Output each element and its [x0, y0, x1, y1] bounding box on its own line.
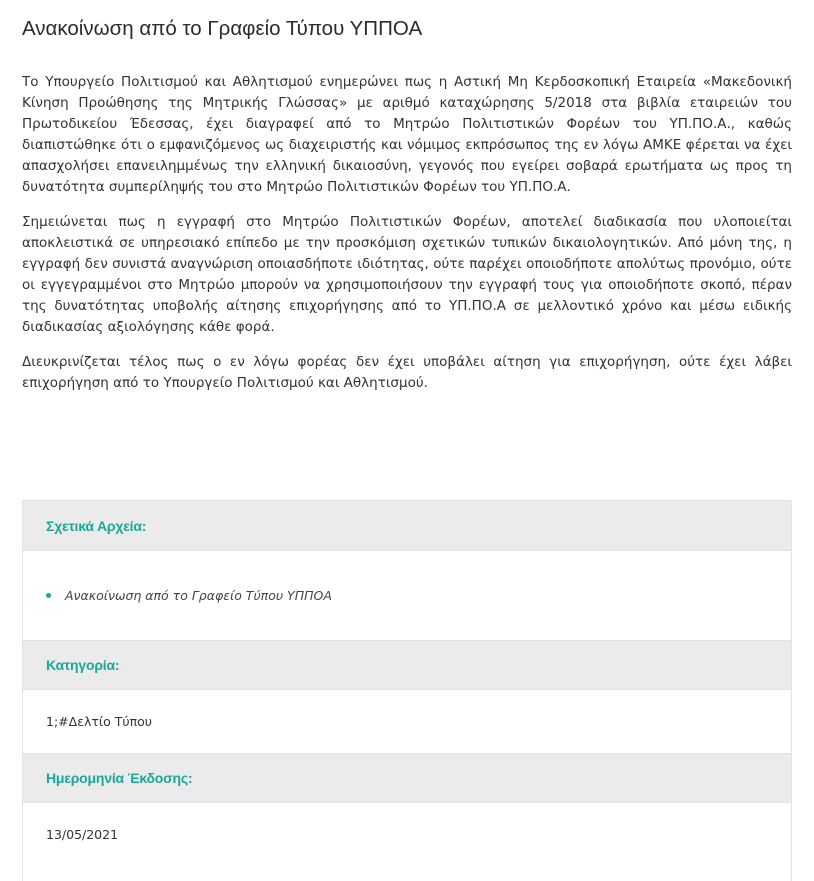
article-body [22, 72, 792, 408]
bullet-icon [46, 593, 51, 598]
related-files-list [46, 588, 332, 603]
page-title: Ανακοίνωση από το Γραφείο Τύπου ΥΠΠΟΑ [22, 17, 423, 40]
related-files-body [23, 551, 791, 640]
issue-date-value: 13/05/2021 [46, 827, 119, 842]
issue-date-header: Ημερομηνία Έκδοσης: [23, 753, 791, 803]
article-paragraph: Σημειώνεται πως η εγγραφή στο Μητρώο Πολιτιστικών Φορέων, αποτελεί διαδικασία που υλοποιείται αποκλειστικά σε υπηρεσιακό επίπεδο με την προσκόμιση σχετικών τυπικών δικαιολογητικών. Από μόνη της, η εγγραφή δεν συνιστά αναγνώριση οποιασδήποτε ιδιότητας, ούτε παρέχει οποιοδήποτε απολύτως προνόμιο, ούτε οι εγγεγραμμένοι στο Μητρώο μπορούν να χρησιμοποιήσουν την εγγραφή τους για οποιοδήποτε σκοπό, πέραν της δυνατότητας υποβολής αίτησης επιχορήγησης από το ΥΠ.ΠΟ.Α σε μελλοντικό χρόνο και μέσω ειδικής διαδικασίας αξιολόγησης κάθε φορά. [22, 214, 792, 335]
related-files-header: Σχετικά Αρχεία: [23, 501, 791, 551]
related-file-item [46, 588, 332, 603]
article-paragraph: Το Υπουργείο Πολιτισμού και Αθλητισμού ενημερώνει πως η Αστική Μη Κερδοσκοπική Εταιρεία «Μακεδονική Κίνηση Προώθησης της Μητρικής Γλώσσας» με αριθμό καταχώρησης 5/2018 στα βιβλία εταιρειών του Πρωτοδικείου Έδεσσας, έχει διαγραφεί από το Μητρώο Πολιτιστικών Φορέων του ΥΠ.ΠΟ.Α., καθώς διαπιστώθηκε ότι ο εμφανιζόμενος ως διαχειριστής και νόμιμος εκπρόσωπος της εν λόγω ΑΜΚΕ φέρεται να έχει απασχολήσει επανειλημμένως την ελληνική δικαιοσύνη, γεγονός που εγείρει σοβαρά ερωτήματα ως προς τη δυνατότητα συμπερίληψής του στο Μητρώο Πολιτιστικών Φορέων του ΥΠ.ΠΟ.Α. [22, 74, 792, 195]
article-paragraph: Διευκρινίζεται τέλος πως ο εν λόγω φορέας δεν έχει υποβάλει αίτηση για επιχορήγηση, ούτε έχει λάβει επιχορήγηση από το Υπουργείο Πολιτισμού και Αθλητισμού. [22, 354, 792, 391]
related-file-link[interactable]: Ανακοίνωση από το Γραφείο Τύπου ΥΠΠΟΑ [65, 588, 332, 603]
metadata-panel [22, 500, 792, 881]
category-header: Κατηγορία: [23, 640, 791, 690]
category-value: 1;#Δελτίο Τύπου [46, 714, 152, 729]
